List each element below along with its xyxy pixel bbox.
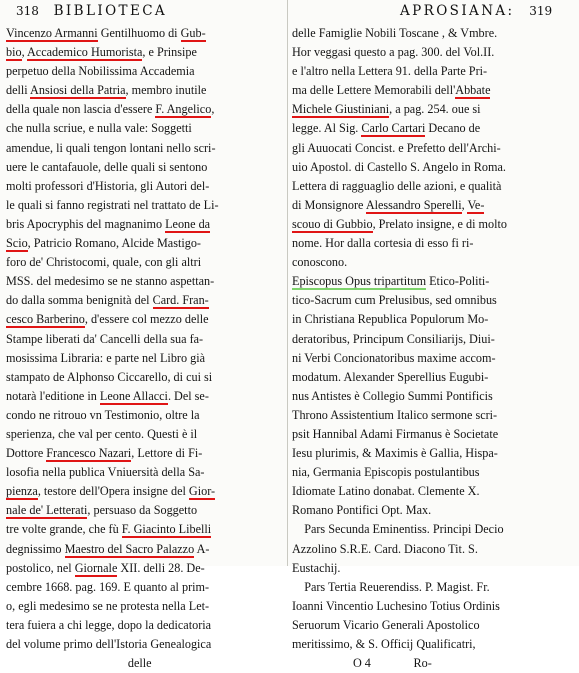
red-underlined-name: Scio [6, 236, 28, 251]
left-page-text-line [6, 463, 282, 482]
right-page-text-line [292, 406, 575, 425]
left-page-text-line [6, 119, 282, 138]
left-page-header [8, 3, 167, 19]
red-underlined-name: Gior- [188, 484, 216, 499]
text-run: del volume primo dell'Istoria Genealogica [6, 637, 212, 651]
text-run: , Patricio Romano, Alcide Mastigo- [27, 236, 201, 251]
red-underlined-name: bio [6, 45, 22, 60]
left-running-title: BIBLIOTECA [53, 3, 168, 19]
red-underlined-name: nale de' Letterati [6, 503, 88, 518]
text-run: Idiomate Latino donabat. Clemente X. [292, 484, 480, 499]
text-run: tico-Sacrum cum Prelusibus, sed omnibus [292, 293, 497, 308]
text-run: . Del se- [167, 388, 209, 403]
left-page-text-line [6, 482, 282, 501]
red-underlined-name: Maestro del Sacro Palazzo [64, 541, 195, 556]
text-run: legge. Al Sig. [292, 121, 362, 136]
text-run: in Christiana Republica Populorum Mo- [292, 312, 489, 327]
green-underlined-title: Episcopus Opus tripartitum [292, 274, 427, 289]
text-run: do dalla somma benignità del [6, 293, 153, 308]
right-running-title: APROSIANA: [400, 3, 515, 19]
text-run: Decano de [425, 121, 481, 136]
text-run: Dottore [6, 446, 47, 461]
right-page-text-line [292, 444, 575, 463]
right-page-text-line [292, 24, 575, 43]
text-run: Eustachij. [292, 560, 341, 575]
right-page-text-column [292, 24, 575, 673]
left-page-text-line [6, 24, 282, 43]
text-run: che nulla scriue, e nulla vale: Soggetti [6, 121, 192, 136]
right-page-text-line [292, 81, 575, 100]
text-run: stampato de Alphonso Ciccarello, di cui si [6, 369, 213, 384]
text-run: delli [6, 83, 31, 98]
left-page-number: 318 [16, 4, 39, 18]
text-run: Etico-Politi- [426, 274, 490, 289]
left-page-text-line [6, 616, 282, 635]
left-page-text-line [6, 62, 282, 81]
text-run: meritissimo, & S. Officij Qualificatri, [292, 637, 476, 651]
right-page-text-line [292, 310, 575, 329]
left-page-text-line [6, 520, 282, 539]
text-run: delle Famiglie Nobili Toscane , & Vmbre. [292, 26, 498, 40]
left-page-text-line [6, 177, 282, 196]
text-run: e l'altro nella Lettera 91. della Parte Pri- [292, 64, 488, 79]
right-page-text-line [292, 330, 575, 349]
text-run: , [461, 197, 468, 212]
left-page-text-line [6, 272, 282, 291]
right-page-text-line [292, 482, 575, 501]
text-run: amendue, li quali tengon lontani nello scri- [6, 140, 216, 155]
text-run: , Lettore di Fi- [131, 446, 203, 461]
text-run: Romano Pontifici Opt. Max. [292, 503, 432, 518]
text-run: Pars Secunda Eminentiss. Principi Decio [292, 522, 504, 537]
red-underlined-name: Francesco Nazari [46, 446, 132, 461]
text-run: , e Prinsipe [142, 45, 197, 60]
text-run: Gentilhuomo di [97, 26, 181, 40]
left-page-text-line [6, 597, 282, 616]
right-page-text-line [292, 425, 575, 444]
left-page-text-line [6, 349, 282, 368]
text-run: condo ne ritrouo vn Testimonio, oltre la [6, 407, 200, 422]
right-page-text-line [292, 100, 575, 119]
text-run: , membro inutile [125, 83, 207, 98]
left-page-text-line [6, 100, 282, 119]
left-page-text-line [6, 444, 282, 463]
right-page-text-line [292, 597, 575, 616]
page-gutter [287, 0, 288, 566]
text-run: , [211, 102, 215, 117]
left-page-text-line [6, 425, 282, 444]
left-page-text-line [6, 387, 282, 406]
text-run: degnissimo [6, 541, 65, 556]
red-underlined-name: F. Giacinto Libelli [121, 522, 212, 537]
red-underlined-name: scouo di Gubbio [292, 216, 373, 231]
text-run: , Prelato insigne, e di molto [372, 216, 507, 231]
left-page-text-line [6, 635, 282, 654]
text-run: MSS. del medesimo se ne stanno aspettan- [6, 274, 215, 289]
right-page-text-line [292, 540, 575, 559]
text-run: Iesu plurimis, & Maximis è Gallia, Hispa- [292, 446, 498, 461]
text-run: uio Apostol. di Castello S. Angelo in Roma. [292, 159, 506, 174]
right-page-text-line [292, 654, 575, 673]
left-page-text-line [6, 291, 282, 310]
text-run: , [21, 45, 27, 60]
left-page-text-line [6, 310, 282, 329]
text-run: cembre 1668. pag. 169. E quanto al prim- [6, 579, 210, 594]
right-page-text-line [292, 43, 575, 62]
left-page-text-line [6, 253, 282, 272]
right-page-text-line [292, 253, 575, 272]
text-run: deratoribus, Principum Consiliarijs, Diui- [292, 331, 495, 346]
right-page-text-line [292, 158, 575, 177]
red-underlined-name: Vincenzo Armanni [6, 26, 98, 40]
right-page-text-line [292, 62, 575, 81]
text-run: Throno Assistentium Italico sermone scri- [292, 407, 498, 422]
text-run: Hor veggasi questo a pag. 300. del Vol.II. [292, 45, 495, 60]
red-underlined-name: Giornale [74, 560, 118, 575]
text-run: le quali si fanno registrati nel trattato de Li- [6, 197, 219, 212]
red-underlined-name: Card. Fran- [152, 293, 209, 308]
left-page-text-line [6, 330, 282, 349]
red-underlined-name: Michele Giustiniani [292, 102, 390, 117]
right-page-number: 319 [529, 4, 553, 18]
text-run: bris Apocryphis del magnanimo [6, 216, 166, 231]
left-page-text-line [6, 559, 282, 578]
text-run: , testore dell'Opera insigne del [37, 484, 189, 499]
red-underlined-name: Ve- [467, 197, 485, 212]
text-run: O 4 Ro- [292, 656, 432, 671]
text-run: Seruorum Vicario Generali Apostolico [292, 617, 480, 632]
text-run: Azzolino S.R.E. Card. Diacono Tit. S. [292, 541, 478, 556]
text-run: XII. delli 28. De- [117, 560, 205, 575]
right-page-text-line [292, 578, 575, 597]
text-run: sperienza, che val per cento. Questi è il [6, 426, 198, 441]
right-page-text-line [292, 501, 575, 520]
right-page-text-line [292, 387, 575, 406]
text-run: , a pag. 254. oue si [389, 102, 481, 117]
right-page-text-line [292, 177, 575, 196]
red-underlined-name: Abbate [455, 83, 491, 98]
text-run: foro de' Christocomi, quale, con gli altri [6, 255, 202, 270]
red-underlined-name: Ansiosi della Patria [30, 83, 126, 98]
right-page-text-line [292, 635, 575, 654]
text-run: Lettera di ragguaglio delle azioni, e qualità [292, 178, 502, 193]
right-page-text-line [292, 559, 575, 578]
red-underlined-name: Alessandro Sperelli [365, 197, 462, 212]
red-underlined-name: Gub- [180, 26, 206, 40]
text-run: Ioanni Vincentio Luchesino Totius Ordinis [292, 598, 500, 613]
text-run: ma delle Lettere Memorabili dell' [292, 83, 456, 98]
text-run: Pars Tertia Reuerendiss. P. Magist. Fr. [292, 579, 490, 594]
text-run: molti professori d'Historia, gli Autori del- [6, 178, 210, 193]
right-page-text-line [292, 463, 575, 482]
red-underlined-name: Carlo Cartari [361, 121, 426, 136]
red-underlined-name: pienza [6, 484, 38, 499]
red-underlined-name: Accademico Humorista [27, 45, 143, 60]
left-page-text-line [6, 81, 282, 100]
red-underlined-name: F. Angelico [155, 102, 212, 117]
left-page-text-line [6, 654, 282, 673]
text-run: modatum. Alexander Sperellius Eugubi- [292, 369, 489, 384]
right-page-text-line [292, 196, 575, 215]
text-run: uere le cantafauole, delle quali si sentono [6, 159, 208, 174]
right-page-text-line [292, 368, 575, 387]
text-run: notarà l'editione in [6, 388, 100, 403]
right-page-text-line [292, 291, 575, 310]
red-underlined-name: Leone Allacci [99, 388, 168, 403]
text-run: conoscono. [292, 255, 348, 270]
right-page-text-line [292, 616, 575, 635]
red-underlined-name: cesco Barberino [6, 312, 85, 327]
left-page-text-column [6, 24, 282, 673]
text-run: postolico, nel [6, 560, 75, 575]
left-page-text-line [6, 139, 282, 158]
left-page-text-line [6, 406, 282, 425]
text-run: Stampe liberati da' Cancelli della sua fa- [6, 331, 204, 346]
text-run: perpetuo della Nobilissima Accademia [6, 64, 195, 79]
text-run: nia, Germania Episcopis postulantibus [292, 465, 480, 480]
text-run: losofia nella publica Vniuersità della Sa- [6, 465, 205, 480]
left-page-text-line [6, 158, 282, 177]
left-page-text-line [6, 501, 282, 520]
right-page-text-line [292, 119, 575, 138]
text-run: mosissima Libraria: e parte nel Libro già [6, 350, 205, 365]
red-underlined-name: Leone da [165, 216, 211, 231]
text-run: nome. Hor dalla cortesia di esso fi ri- [292, 236, 474, 251]
text-run: , persuaso da Soggetto [87, 503, 198, 518]
right-page-header [400, 3, 560, 19]
text-run: di Monsignore [292, 197, 366, 212]
right-page-text-line [292, 272, 575, 291]
text-run: nus Antistes è Collegio Summi Pontificis [292, 388, 493, 403]
text-run: A- [194, 541, 210, 556]
text-run: o, egli medesimo se ne protesta nella Let- [6, 598, 210, 613]
right-page-text-line [292, 520, 575, 539]
text-run: tera fuiera a chi legge, dopo la dedicatoria [6, 617, 212, 632]
text-run: ni Verbi Concionatoribus maxime accom- [292, 350, 496, 365]
left-page-text-line [6, 196, 282, 215]
left-page-text-line [6, 43, 282, 62]
left-page-text-line [6, 215, 282, 234]
right-page-text-line [292, 234, 575, 253]
left-page-text-line [6, 234, 282, 253]
left-page-text-line [6, 578, 282, 597]
text-run: tre volte grande, che fù [6, 522, 122, 537]
right-page-text-line [292, 215, 575, 234]
left-page-text-line [6, 540, 282, 559]
left-page-text-line [6, 368, 282, 387]
text-run: delle [6, 656, 152, 671]
text-run: della quale non lascia d'essere [6, 102, 156, 117]
right-page-text-line [292, 139, 575, 158]
text-run: gli Auuocati Concist. e Prefetto dell'Archi- [292, 140, 501, 155]
text-run: psit Hannibal Adami Firmanus è Societate [292, 426, 499, 441]
text-run: , d'essere col mezzo delle [84, 312, 209, 327]
right-page-text-line [292, 349, 575, 368]
